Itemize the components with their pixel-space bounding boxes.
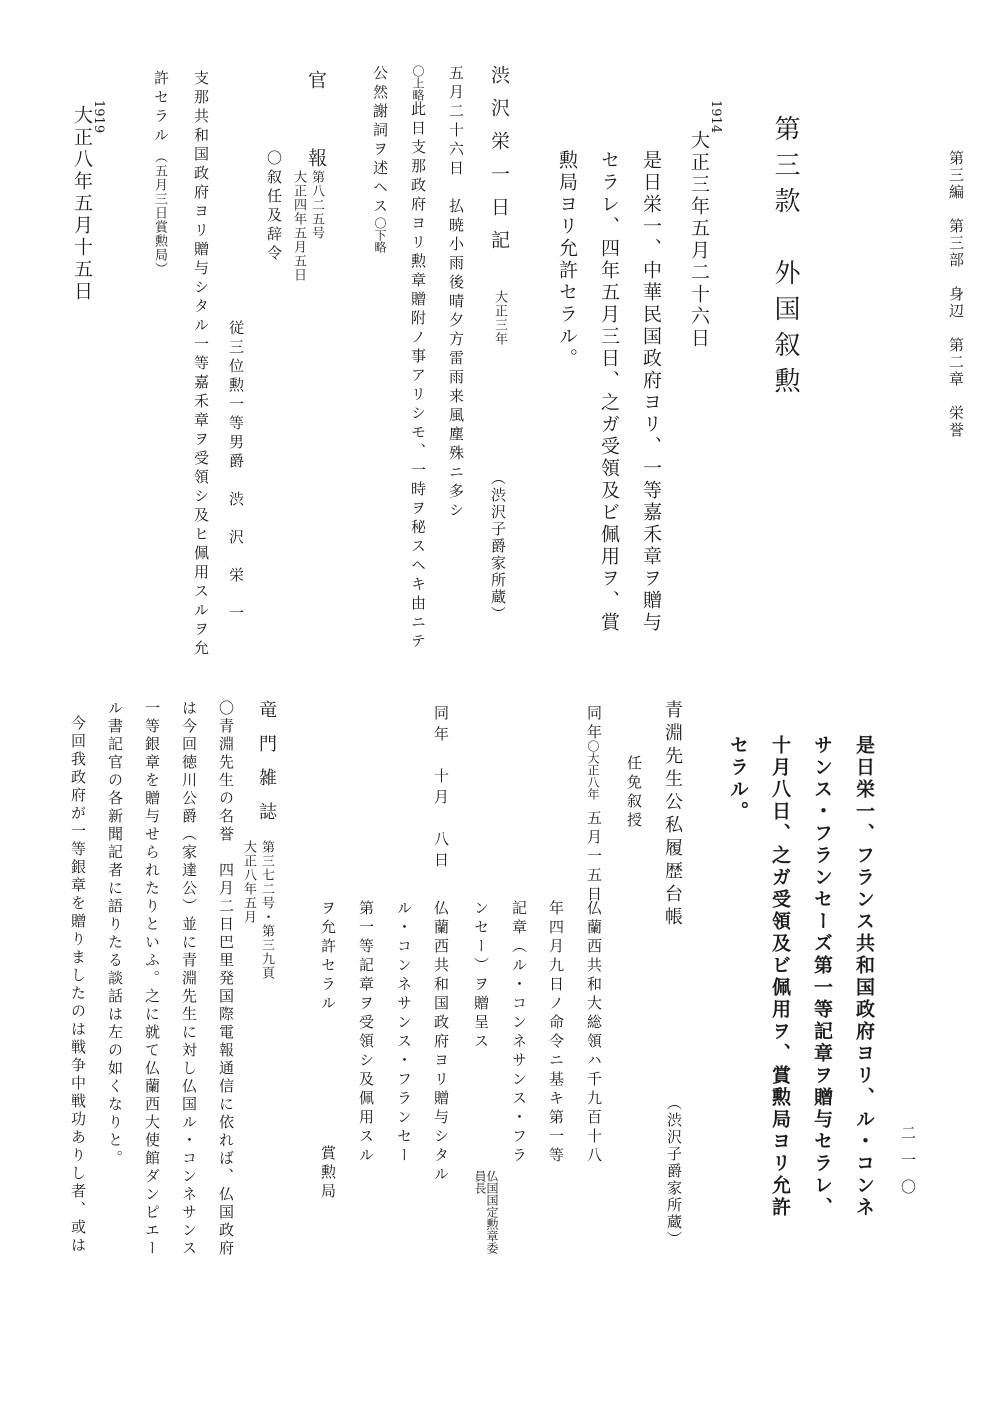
kanpo-person: 従三位勲一等男爵 渋 沢 栄 一 (227, 320, 245, 624)
ryumon-line-2: は今回徳川公爵（家達公）並に青淵先生に対し仏国ル・コンネサンス (180, 700, 198, 1258)
ledger-issuer: 仏国国定勲章委員長 (473, 1170, 499, 1254)
ledger-line-8: ヲ允許セラル (319, 900, 337, 1014)
date-1914: 大正三年五月二十六日 (688, 130, 710, 350)
ryumon-line-3: 一等銀章を贈与せられたりといふ。之に就て仏蘭西大使館ダンピエー (143, 700, 161, 1258)
para-1914-line-3: 勲局ヨリ允許セラル。 (556, 150, 578, 370)
kanpo-line-2: 許セラル (152, 70, 170, 146)
ledger-date1-b: 〇大正八年 (586, 740, 600, 800)
para-1919-line-2: サンス・フランセーズ第一等記章ヲ贈与セラレ、 (811, 735, 833, 1219)
kanpo-note: （五月三日賞勲局） (152, 150, 167, 276)
ryumon-line-1: 〇青淵先生の名誉 四月二日巴里発国際電報通信に依れば、仏国政府 (217, 700, 235, 1258)
ledger-line-4: ンセー）ヲ贈呈ス (472, 900, 490, 1052)
ledger-sub: 任免叙授 (625, 755, 643, 831)
ryumon-line-5: 今回我政府が一等銀章を贈りましたのは戦争中戦功ありし者、或は (69, 715, 87, 1255)
diary-line-1: 五月二十六日 払暁小雨後晴夕方雷雨来風塵殊ニ多シ (447, 65, 465, 521)
ledger-line-3: 記章（ル・コンネサンス・フラ (510, 900, 528, 1166)
ryumon-issue: 第三七二号・第三九頁 (259, 840, 274, 980)
kanpo-date: 大正四年五月五日 (291, 170, 306, 282)
year-1914: 1914 (708, 100, 723, 134)
para-1914-line-1: 是日栄一、中華民国政府ヨリ、一等嘉禾章ヲ贈与 (640, 150, 662, 634)
ledger-date2: 同年 十月 八日 (432, 705, 450, 873)
ledger-line-6: ル・コンネサンス・フランセー (395, 900, 413, 1166)
diary-omit-prefix: 〇上略 (411, 65, 425, 101)
diary-line-2: 此日支那政府ヨリ勲章贈附ノ事アリシモ、一時ヲ秘スヘキ由ニテ (409, 101, 427, 652)
diary-source: （渋沢子爵家所蔵） (489, 470, 507, 623)
ledger-source: （渋沢子爵家所蔵） (665, 1095, 683, 1248)
kanpo-issue: 第八二五号 (309, 170, 324, 240)
ledger-title: 青淵先生公私履歴台帳 (662, 700, 683, 930)
date-1919: 大正八年五月十五日 (71, 105, 93, 303)
ryumon-date: 大正八年五月 (241, 840, 256, 924)
para-1919-line-1: 是日栄一、フランス共和国政府ヨリ、ル・コンネ (853, 735, 875, 1219)
diary-line-3: 公然謝詞ヲ述ヘス (371, 65, 389, 217)
section-title: 第三款 外国叙勲 (770, 115, 800, 403)
para-1919-line-3: 十月八日、之ガ受領及ビ佩用ヲ、賞勲局ヨリ允許 (769, 735, 791, 1219)
diary-title: 渋沢栄一日記 (488, 65, 510, 263)
year-1919: 1919 (91, 100, 106, 134)
ledger-line-1: 仏蘭西共和大総領ハ千九百十八 (585, 900, 603, 1166)
ledger-date1-a: 同年 (585, 705, 603, 743)
ledger-line-5: 仏蘭西共和国政府ヨリ贈与シタル (432, 900, 450, 1185)
kanpo-title: 官 報 (305, 70, 327, 187)
ryumon-title: 竜門雑誌 (256, 700, 277, 836)
ryumon-line-4: ル書記官の各新聞記者に語りたる談話は左の如くなりと。 (106, 700, 124, 1168)
kanpo-sub: 〇叙任及辞令 (265, 150, 283, 264)
ledger-line-2: 年四月九日ノ命令ニ基キ第一等 (547, 900, 565, 1166)
page-number: 二一〇 (899, 1125, 917, 1206)
ledger-line-8-issuer: 賞勲局 (319, 1145, 337, 1202)
kanpo-line-1: 支那共和国政府ヨリ贈与シタル一等嘉禾章ヲ受領シ及ヒ佩用スルヲ允 (192, 70, 210, 659)
ledger-date1-c: 五月一五日 (585, 810, 603, 905)
running-header: 第三編 第三部 身辺 第二章 栄誉 (947, 150, 965, 439)
para-1914-line-2: セラレ、四年五月三日、之ガ受領及ビ佩用ヲ、賞 (598, 150, 620, 634)
ledger-line-7: 第一等記章ヲ受領シ及佩用スル (357, 900, 375, 1166)
diary-omit-suffix: 〇下略 (373, 217, 387, 253)
para-1919-line-4: セラル。 (727, 735, 749, 823)
diary-year: 大正三年 (492, 290, 507, 346)
